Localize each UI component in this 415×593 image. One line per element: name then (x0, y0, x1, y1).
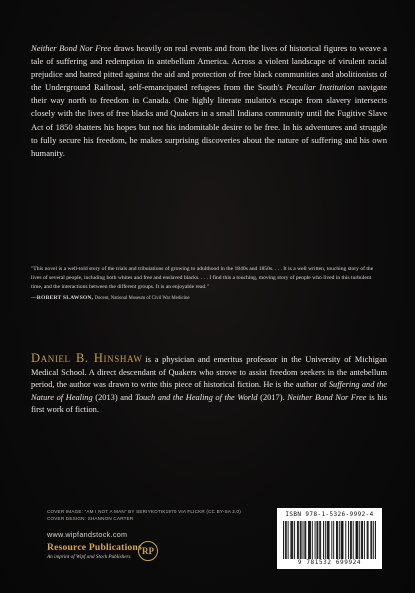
barcode-bar (362, 521, 363, 559)
barcode-bar (339, 521, 340, 559)
barcode-bar (291, 521, 292, 559)
bio-book-3: Neither Bond Nor Free (287, 392, 367, 402)
barcode-bars (283, 521, 376, 559)
barcode-bar (283, 521, 284, 559)
cover-image-credit: COVER IMAGE: "AM I NOT A MAN" BY SERIYKOTIK1970 VIA FLICKR (CC BY-SA 2.0) (47, 509, 241, 514)
isbn-barcode (277, 508, 382, 569)
barcode-bar (290, 521, 291, 559)
barcode-bar (341, 521, 342, 559)
barcode-bar (371, 521, 372, 559)
barcode-bar (329, 521, 330, 559)
bio-text-2: (2013) and (92, 392, 135, 402)
barcode-bar (288, 521, 289, 559)
bio-text-3: (2017). (257, 392, 288, 402)
barcode-bar (316, 521, 317, 559)
barcode-bar (327, 521, 328, 559)
barcode-bar (323, 521, 324, 559)
book-summary (31, 42, 387, 160)
barcode-bar (331, 521, 332, 559)
barcode-bar (301, 521, 302, 559)
barcode-bar (315, 521, 316, 559)
bio-text-1: is a physician and emeritus professor in the University of Michigan Medical School. A direct descendant of Quakers who strove to assist freedom seekers in the antebellum period, the author was drawn to write this piece of historical fiction. He is the author of (31, 355, 387, 390)
summary-text-2: navigate their way north to freedom in Canada. One highly literate mulatto's escape from slavery intersects closely with the lives of free blacks and Quakers in a small Indiana community until the Fugitive Slave Act of 1850 shatters his hopes but not his indomitable desire to be free. In his adventures and struggle to fully secure his freedom, he makes surprising discoveries about the nature of suffering and his own humanity. (31, 82, 387, 158)
barcode-bar (336, 521, 337, 559)
endorsement-quote (31, 265, 381, 303)
bio-book-1: Suffering and the Nature of Healing (31, 380, 387, 402)
barcode-bar (310, 521, 311, 559)
author-bio (31, 352, 387, 417)
barcode-bar (353, 521, 354, 559)
barcode-bar (342, 521, 343, 559)
summary-title: Neither Bond Nor Free (31, 43, 112, 53)
barcode-bar (309, 521, 310, 559)
barcode-bar (361, 521, 362, 559)
barcode-bar (297, 521, 298, 559)
barcode-bar (357, 521, 358, 559)
barcode-bar (308, 521, 309, 559)
quote-author: —ROBERT SLAWSON, (31, 294, 94, 301)
barcode-bar (294, 521, 295, 559)
barcode-bar (312, 521, 313, 559)
isbn-label: ISBN 978-1-5326-9992-4 (285, 511, 374, 518)
author-name: Daniel B. Hinshaw (31, 351, 143, 365)
barcode-bar (370, 521, 371, 559)
barcode-bar (292, 521, 293, 559)
cover-credits (47, 508, 267, 522)
barcode-bar (359, 521, 360, 559)
barcode-bar (328, 521, 329, 559)
quote-text: "This novel is a well-told story of the trials and tribulations of growing to adulthood in the 1840s and 1850s. . . . It is a well written, touching story of the lives of several people, including both whites and free and enslaved blacks. . . . I find this a touching, moving story of people who lived in this turbulent time, and the interactions between the different groups. It is an enjoyable read." (31, 266, 374, 291)
barcode-bar (333, 521, 334, 559)
barcode-digits: 9 781532 699924 (297, 559, 362, 566)
quote-affiliation: Docent, National Museum of Civil War Medicine (93, 295, 190, 301)
publisher-name: Resource Publications (47, 542, 142, 553)
barcode-bar (368, 521, 369, 559)
barcode-bar (285, 521, 286, 559)
barcode-bar (348, 521, 349, 559)
barcode-bar (304, 521, 305, 559)
cover-design-credit: COVER DESIGN: SHANNON CARTER (47, 516, 134, 521)
publisher-logo-text: RP (142, 546, 154, 556)
barcode-bar (337, 521, 338, 559)
bio-book-2: Touch and the Healing of the World (134, 392, 258, 402)
barcode-bar (356, 521, 357, 559)
barcode-bar (345, 521, 346, 559)
barcode-bar (317, 521, 318, 559)
quote-attribution (31, 294, 381, 303)
publisher-imprint: An imprint of Wipf and Stock Publishers (47, 554, 131, 560)
barcode-bar (343, 521, 344, 559)
summary-paragraph (31, 42, 387, 160)
barcode-bar (350, 521, 351, 559)
barcode-bar (300, 521, 301, 559)
barcode-bar (305, 521, 306, 559)
barcode-bar (286, 521, 287, 559)
summary-peculiar: Peculiar Institution (286, 82, 355, 93)
publisher-logo (138, 541, 158, 561)
publisher-block (47, 542, 142, 560)
bio-text-4: is his first work of fiction. (31, 392, 388, 415)
barcode-bar (325, 521, 326, 559)
barcode-bar (364, 521, 365, 559)
barcode-bar (375, 521, 376, 559)
barcode-bar (373, 521, 374, 559)
publisher-url[interactable]: www.wipfandstock.com (47, 530, 128, 539)
summary-text-1: draws heavily on real events and from the lives of historical figures to weave a tale of suffering and redemption in antebellum America. Across a violent landscape of virulent racial prejudice and hatred pitted against the aid and protection of free black communities and abolitionists of the Underground Railroad, self-emancipated refugees from the South's (31, 43, 387, 93)
barcode-bar (356, 521, 357, 559)
barcode-bar (320, 521, 321, 559)
barcode-bar (303, 521, 304, 559)
barcode-bar (351, 521, 352, 559)
barcode-bar (298, 521, 299, 559)
barcode-bar (319, 521, 320, 559)
barcode-bar (367, 521, 368, 559)
